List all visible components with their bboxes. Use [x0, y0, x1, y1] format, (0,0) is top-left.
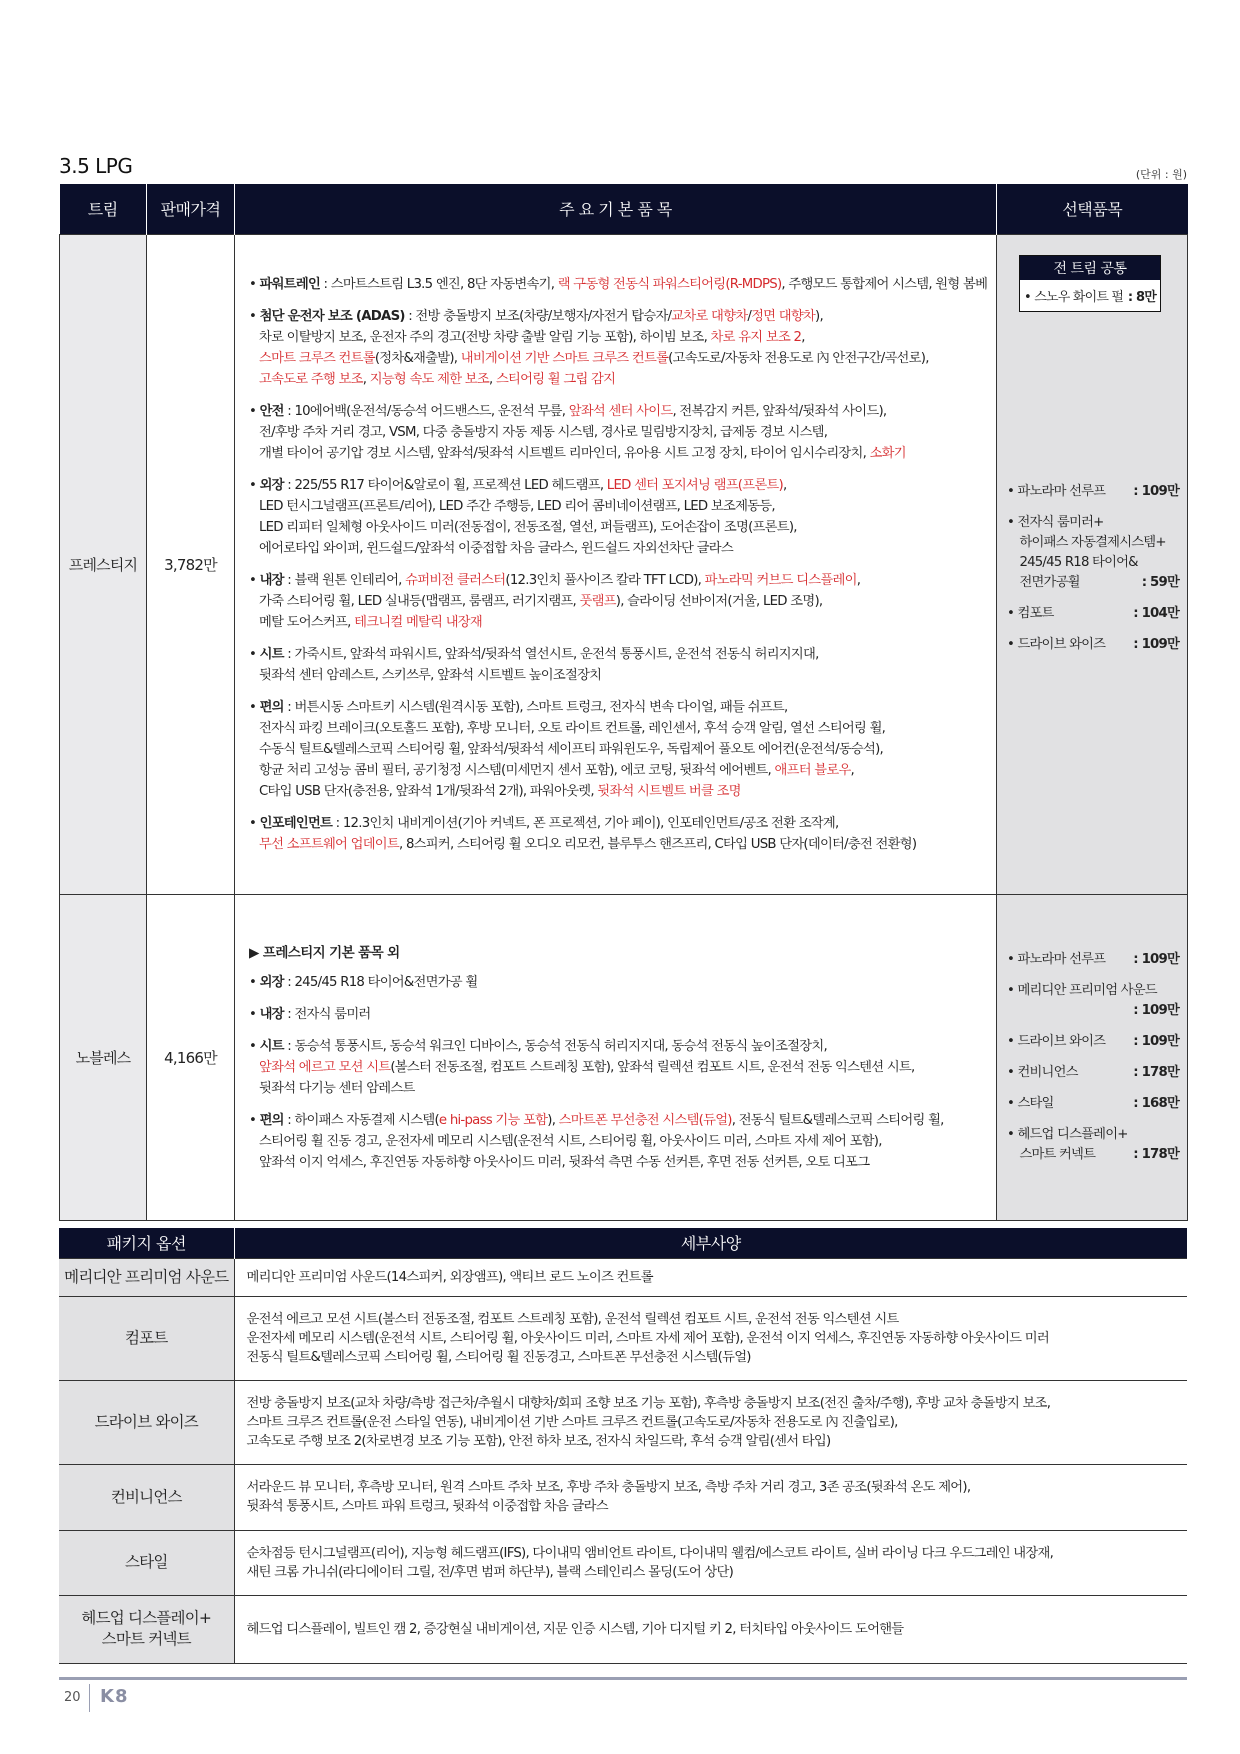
- option-item: • 드라이브 와이즈 : 109만: [1007, 1033, 1179, 1049]
- package-detail: 운전석 에르고 모션 시트(볼스터 전동조절, 컴포트 스트레칭 포함), 운전석 릴렉션 컴포트 시트, 운전석 전동 익스텐션 시트 운전자세 메모리 시스템(운전석 시트, 스티어링 휠, 아웃사이드 미러, 스마트 자세 제어 포함), 운전석 이지 억세스, 후진연동 자동하향 아웃사이드 미러 전동식 틸트&텔레스코픽 스티어링 휠, 스티어링 휠 진동경고, 스마트폰 무선충전 시스템(듀얼): [234, 1296, 1187, 1380]
- package-detail: 헤드업 디스플레이, 빌트인 캠 2, 증강현실 내비게이션, 지문 인증 시스템, 기아 디지털 키 2, 터치타입 아웃사이드 도어핸들: [234, 1595, 1187, 1663]
- package-row: [59, 1258, 1187, 1296]
- package-row: [59, 1464, 1187, 1530]
- feature-list: [235, 894, 997, 1220]
- feature-list: [235, 234, 997, 894]
- package-row: [59, 1296, 1187, 1380]
- option-item: • 스타일 : 168만: [1007, 1095, 1179, 1111]
- package-name: 메리디안 프리미엄 사운드: [59, 1258, 234, 1296]
- option-item: • 컴포트 : 104만: [1007, 605, 1179, 621]
- feature-seat: • 시트 : 동승석 통풍시트, 동승석 워크인 디바이스, 동승석 전동식 허리지지대, 동승석 전동식 높이조절장치, 앞좌석 에르고 모션 시트(볼스터 전동조절, 컴포트 스트레칭 포함), 앞좌석 릴렉션 컴포트 시트, 운전석 전동 익스텐션 시트, 뒷좌석 다기능 센터 암레스트: [249, 1039, 915, 1096]
- package-name: 헤드업 디스플레이+ 스마트 커넥트: [59, 1595, 234, 1663]
- package-detail: 순차점등 턴시그널램프(리어), 지능형 헤드램프(IFS), 다이내믹 앰비언트 라이트, 다이내믹 웰컴/에스코트 라이트, 실버 라이닝 다크 우드그레인 내장재, 새틴 크롬 가니쉬(라디에이터 그릴, 전/후면 범퍼 하단부), 블랙 스테인리스 몰딩(도어 상단): [234, 1530, 1187, 1595]
- section-title: 3.5 LPG: [59, 154, 133, 178]
- feature-convenience: • 편의 : 하이패스 자동결제 시스템(e hi-pass 기능 포함), 스마트폰 무선충전 시스템(듀얼), 전동식 틸트&텔레스코픽 스티어링 휠, 스티어링 휠 진동 경고, 운전자세 메모리 시스템(운전석 시트, 스티어링 휠, 아웃사이드 미러, 스마트 자세 제어 포함), 앞좌석 이지 억세스, 후진연동 자동하향 아웃사이드 미러, 뒷좌석 측면 수동 선커튼, 후면 전동 선커튼, 오토 디포그: [249, 1113, 944, 1170]
- feature-seat: • 시트 : 가죽시트, 앞좌석 파워시트, 앞좌석/뒷좌석 열선시트, 운전석 통풍시트, 운전석 전동식 허리지지대, 뒷좌석 센터 암레스트, 스키쓰루, 앞좌석 시트벨트 높이조절장치: [249, 646, 819, 683]
- header-options: 선택품목: [997, 184, 1188, 234]
- package-detail: 전방 충돌방지 보조(교차 차량/측방 접근차/추월시 대향차/회피 조향 보조 기능 포함), 후측방 충돌방지 보조(전진 출차/주행), 후방 교차 충돌방지 보조, 스마트 크루즈 컨트롤(운전 스타일 연동), 내비게이션 기반 스마트 크루즈 컨트롤(고속도로/자동차 전용도로 內 진출입로), 고속도로 주행 보조 2(차로변경 보조 기능 포함), 안전 하차 보조, 전자식 차일드락, 후석 승객 알림(센서 타입): [234, 1380, 1187, 1464]
- option-item: • 컨비니언스 : 178만: [1007, 1064, 1179, 1080]
- unit-note: (단위 : 원): [1135, 168, 1187, 181]
- header-trim: 트림: [60, 184, 147, 234]
- feature-convenience: • 편의 : 버튼시동 스마트키 시스템(원격시동 포함), 스마트 트렁크, 전자식 변속 다이얼, 패들 쉬프트, 전자식 파킹 브레이크(오토홀드 포함), 후방 모니터, 오토 라이트 컨트롤, 레인센서, 후석 승객 알림, 열선 스티어링 휠, 수동식 틸트&텔레스코픽 스티어링 휠, 앞좌석/뒷좌석 세이프티 파워윈도우, 독립제어 풀오토 에어컨(운전석/동승석), 항균 처리 고성능 콤비 필터, 공기청정 시스템(미세먼지 센서 포함), 에코 코팅, 뒷좌석 에어벤트, 애프터 블로우, C타입 USB 단자(충전용, 앞좌석 1개/뒷좌석 2개), 파워아웃렛, 뒷좌석 시트벨트 버클 조명: [249, 699, 886, 799]
- option-item: • 메리디안 프리미엄 사운드 : 109만: [1007, 982, 1179, 1018]
- package-detail: 메리디안 프리미엄 사운드(14스피커, 외장앰프), 액티브 로드 노이즈 컨트롤: [234, 1258, 1187, 1296]
- option-item: • 전자식 룸미러+ 하이패스 자동결제시스템+ 245/45 R18 타이어& 전면가공휠 : 59만: [1007, 514, 1179, 590]
- trim-row-prestige: [60, 234, 1188, 894]
- header-package-detail: 세부사양: [234, 1228, 1187, 1258]
- header-main-items: 주 요 기 본 품 목: [235, 184, 997, 234]
- trim-name: 프레스티지: [60, 234, 147, 894]
- package-row: [59, 1595, 1187, 1663]
- feature-subhead: ▶ 프레스티지 기본 품목 외: [249, 945, 400, 961]
- common-option-item: • 스노우 화이트 펄 : 8만: [1024, 289, 1156, 305]
- common-option-title: 전 트림 공통: [1020, 256, 1160, 280]
- header-price: 판매가격: [147, 184, 235, 234]
- trim-row-noblesse: [60, 894, 1188, 1220]
- option-item: • 파노라마 선루프 : 109만: [1007, 483, 1179, 499]
- common-option-box: [1019, 255, 1161, 312]
- feature-exterior: • 외장 : 245/45 R18 타이어&전면가공 휠: [249, 975, 478, 990]
- package-row: [59, 1380, 1187, 1464]
- feature-exterior: • 외장 : 225/55 R17 타이어&알로이 휠, 프로젝션 LED 헤드램프, LED 센터 포지셔닝 램프(프론트), LED 턴시그널램프(프론트/리어), LED 주간 주행등, LED 리어 콤비네이션램프, LED 보조제동등, LED 리피터 일체형 아웃사이드 미러(전동접이, 전동조절, 열선, 퍼들램프), 도어손잡이 조명(프론트), 에어로타입 와이퍼, 윈드쉴드/앞좌석 이중접합 차음 글라스, 윈드쉴드 자외선차단 글라스: [249, 477, 797, 556]
- package-row: [59, 1530, 1187, 1595]
- package-name: 컴포트: [59, 1296, 234, 1380]
- package-name: 스타일: [59, 1530, 234, 1595]
- package-detail: 서라운드 뷰 모니터, 후측방 모니터, 원격 스마트 주차 보조, 후방 주차 충돌방지 보조, 측방 주차 거리 경고, 3존 공조(뒷좌석 온도 제어), 뒷좌석 통풍시트, 스마트 파워 트렁크, 뒷좌석 이중접합 차음 글라스: [234, 1464, 1187, 1530]
- feature-infotainment: • 인포테인먼트 : 12.3인치 내비게이션(기아 커넥트, 폰 프로젝션, 기아 페이), 인포테인먼트/공조 전환 조작계, 무선 소프트웨어 업데이트, 8스피커, 스티어링 휠 오디오 리모컨, 블루투스 핸즈프리, C타입 USB 단자(데이터/충전 전환형): [249, 815, 917, 852]
- option-list: [997, 234, 1188, 894]
- feature-powertrain: • 파워트레인 : 스마트스트림 L3.5 엔진, 8단 자동변속기, 랙 구동형 전동식 파워스티어링(R-MDPS), 주행모드 통합제어 시스템, 원형 봄베: [249, 276, 988, 292]
- option-item: • 헤드업 디스플레이+ 스마트 커넥트 : 178만: [1007, 1126, 1179, 1162]
- trim-price: 3,782만: [147, 234, 235, 894]
- trim-table: [59, 184, 1188, 1221]
- package-table: [59, 1228, 1187, 1664]
- feature-interior: • 내장 : 전자식 룸미러: [249, 1007, 371, 1022]
- package-name: 드라이브 와이즈: [59, 1380, 234, 1464]
- footer-divider: [89, 1684, 90, 1712]
- option-item: • 드라이브 와이즈 : 109만: [1007, 636, 1179, 652]
- package-name: 컨비니언스: [59, 1464, 234, 1530]
- feature-interior: • 내장 : 블랙 원톤 인테리어, 슈퍼비전 클러스터(12.3인치 풀사이즈 칼라 TFT LCD), 파노라믹 커브드 디스플레이, 가죽 스티어링 휠, LED 실내등(맵램프, 룸램프, 러기지램프, 풋램프), 슬라이딩 선바이저(거울, LED 조명), 메탈 도어스커프, 테크니컬 메탈릭 내장재: [249, 572, 861, 630]
- header-package-name: 패키지 옵션: [59, 1228, 234, 1258]
- feature-safety: • 안전 : 10에어백(운전석/동승석 어드밴스드, 운전석 무릎, 앞좌석 센터 사이드, 전복감지 커튼, 앞좌석/뒷좌석 사이드), 전/후방 주차 거리 경고, VSM, 다중 충돌방지 자동 제동 시스템, 경사로 밀림방지장치, 급제동 경보 시스템, 개별 타이어 공기압 경보 시스템, 앞좌석/뒷좌석 시트벨트 리마인더, 유아용 시트 고정 장치, 타이어 임시수리장치, 소화기: [249, 403, 906, 461]
- brand-mark: K8: [100, 1686, 129, 1707]
- trim-price: 4,166만: [147, 894, 235, 1220]
- option-list: [997, 894, 1188, 1220]
- option-item: • 파노라마 선루프 : 109만: [1007, 951, 1179, 967]
- trim-name: 노블레스: [60, 894, 147, 1220]
- page-number: 20: [64, 1690, 81, 1705]
- footer-rule: [59, 1677, 1187, 1680]
- feature-adas: • 첨단 운전자 보조 (ADAS) : 전방 충돌방지 보조(차량/보행자/자전거 탑승자/교차로 대향차/정면 대향차), 차로 이탈방지 보조, 운전자 주의 경고(전방 차량 출발 알림 기능 포함), 하이빔 보조, 차로 유지 보조 2, 스마트 크루즈 컨트롤(정차&재출발), 내비게이션 기반 스마트 크루즈 컨트롤(고속도로/자동차 전용도로 內 안전구간/곡선로), 고속도로 주행 보조, 지능형 속도 제한 보조, 스티어링 휠 그립 감지: [249, 308, 929, 387]
